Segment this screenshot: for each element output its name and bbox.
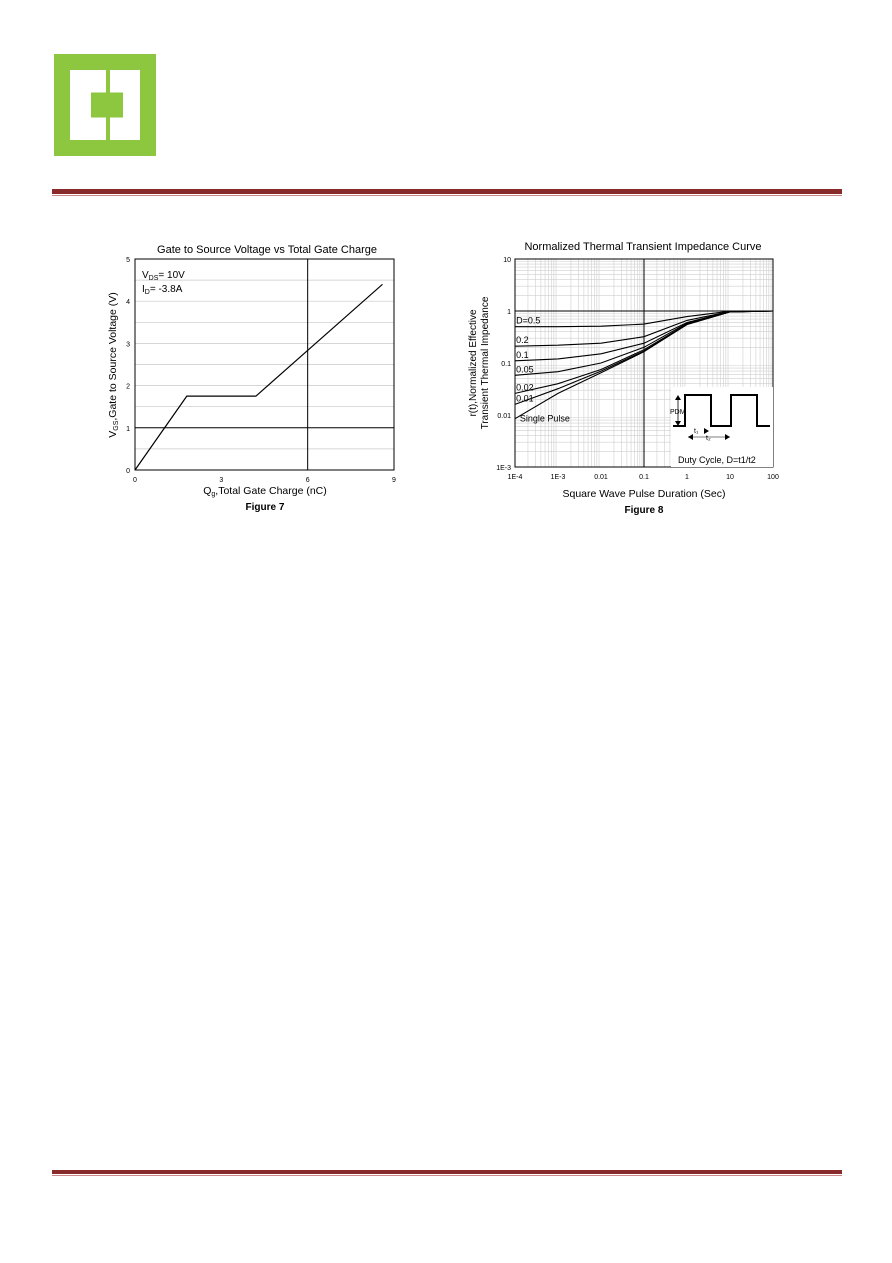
y-tick-label: 0: [126, 468, 130, 475]
x-tick-label: 9: [392, 477, 396, 484]
x-tick-label: 1: [685, 474, 689, 481]
x-tick-label: 10: [726, 474, 734, 481]
y-tick-label: 1: [126, 425, 130, 433]
footer-rule: [52, 1170, 842, 1174]
figure-caption: Figure 8: [624, 505, 664, 516]
y-axis-label-line2: Transient Thermal Impedance: [480, 296, 491, 430]
y-tick-label: 5: [126, 257, 130, 264]
inset-pdm: PDM: [670, 409, 686, 416]
duty-cycle-label: Duty Cycle, D=t1/t2: [678, 455, 756, 465]
inset-t2: t₂: [706, 435, 711, 442]
thermal-impedance-chart-svg: [466, 232, 796, 522]
y-axis-label: VGS,Gate to Source Voltage (V): [107, 292, 120, 438]
x-axis-label: Square Wave Pulse Duration (Sec): [562, 488, 726, 500]
y-tick-label: 2: [126, 383, 130, 391]
gate-charge-chart: [100, 232, 410, 522]
gate-charge-curve: [135, 284, 382, 470]
annotation-vds: $V_{DS}= 10V$: [142, 270, 185, 282]
series-label: 0.01: [516, 393, 534, 404]
x-tick-label: 0: [133, 477, 137, 484]
x-tick-label: 1E-3: [550, 474, 566, 481]
pulse-inset: [670, 387, 773, 467]
header-rule: [52, 189, 842, 194]
x-tick-label: 0.01: [594, 474, 608, 481]
y-tick-label: 1: [507, 309, 511, 316]
figure-caption: Figure 7: [245, 502, 285, 513]
x-tick-label: 1E-4: [507, 474, 523, 481]
y-tick-label: 3: [126, 341, 130, 349]
header-rule-thin: [52, 195, 842, 196]
brand-logo: [54, 54, 156, 156]
y-tick-label: 0.1: [501, 361, 511, 368]
chart-title: Gate to Source Voltage vs Total Gate Charge: [157, 244, 377, 256]
series-label: 0.1: [516, 349, 529, 360]
y-tick-label: 4: [126, 299, 130, 307]
annotation-id: $I_D= -3.8A$: [142, 284, 183, 296]
series-label: D=0.5: [516, 315, 541, 326]
series-label: 0.2: [516, 335, 529, 346]
y-tick-label: 1E-3: [496, 465, 511, 472]
series-label: 0.02: [516, 382, 534, 393]
inset-t1: t₁: [694, 428, 699, 435]
y-axis-label-line1: r(t),Normalized Effective: [468, 309, 479, 417]
x-axis-label: Qg,Total Gate Charge (nC): [203, 485, 327, 498]
series-label: Single Pulse: [519, 413, 570, 424]
y-tick-label: 10: [503, 257, 511, 264]
footer-rule-thin: [52, 1175, 842, 1176]
gate-charge-chart-svg: [100, 232, 410, 522]
x-tick-label: 3: [219, 477, 224, 484]
thermal-impedance-chart: [466, 232, 796, 522]
y-tick-label: 0.01: [497, 413, 511, 420]
chart-title: Normalized Thermal Transient Impedance Curve: [524, 241, 762, 253]
x-tick-label: 0.1: [639, 474, 649, 481]
x-tick-label: 100: [767, 474, 779, 481]
x-tick-label: 6: [305, 477, 310, 484]
series-label: 0.05: [516, 364, 534, 375]
